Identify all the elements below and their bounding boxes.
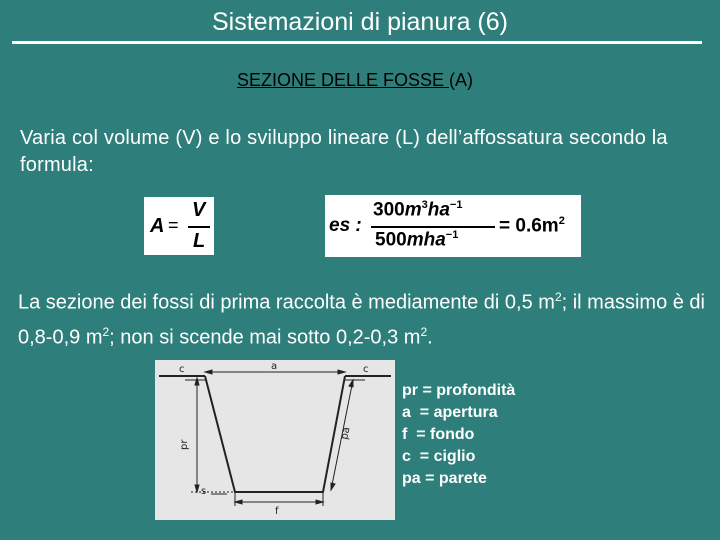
para2-text-4: . bbox=[427, 326, 433, 349]
den-coef: 500 bbox=[375, 229, 407, 251]
result-value: = 0.6m bbox=[499, 215, 559, 237]
formula-eq: = bbox=[168, 215, 179, 235]
para2-sup-2: 2 bbox=[102, 324, 110, 339]
label-s: s bbox=[201, 486, 207, 497]
formula-lhs: A bbox=[150, 215, 165, 237]
legend-item-f: f = fondo bbox=[402, 426, 475, 443]
formula-area bbox=[144, 197, 214, 255]
den-exp: −1 bbox=[445, 229, 459, 241]
num-exp-3: 3 bbox=[421, 199, 428, 211]
example-fraction-bar bbox=[371, 226, 495, 228]
ditch-section-svg bbox=[155, 360, 395, 520]
label-c-right: c bbox=[363, 364, 369, 375]
example-numerator bbox=[373, 199, 462, 221]
legend-item-a: a = apertura bbox=[402, 404, 498, 421]
label-f: f bbox=[275, 506, 279, 517]
subtitle-main: SEZIONE DELLE FOSSE bbox=[236, 70, 450, 90]
num-unit-m: m bbox=[404, 199, 422, 221]
num-exp-minus1: −1 bbox=[449, 199, 463, 211]
section-paragraph bbox=[18, 283, 718, 352]
diagram-legend bbox=[402, 380, 602, 490]
para1-text-3: ) dell’affossatura secondo la formula: bbox=[20, 127, 668, 176]
formula-example bbox=[325, 195, 581, 257]
subtitle-symbol: (A) bbox=[449, 70, 474, 90]
den-unit: mha bbox=[406, 229, 446, 251]
para1-text-2: ) e lo sviluppo lineare ( bbox=[195, 127, 402, 149]
result-exp: 2 bbox=[558, 215, 565, 227]
label-a: a bbox=[271, 361, 278, 372]
formula-numerator: V bbox=[192, 199, 206, 221]
para1-symbol-v: V bbox=[182, 127, 196, 149]
para2-sup-3: 2 bbox=[420, 324, 428, 339]
para2-text-2: ; il massimo è di 0,8-0,9 m bbox=[18, 291, 705, 349]
num-unit-ha: ha bbox=[427, 199, 450, 221]
slide-title: Sistemazioni di pianura (6) bbox=[212, 8, 508, 36]
formula-denominator: L bbox=[193, 230, 206, 252]
example-prefix: es : bbox=[329, 215, 362, 236]
para2-text-1: La sezione dei fossi di prima raccolta è mediamente di 0,5 m bbox=[18, 291, 555, 314]
legend-item-c: c = ciglio bbox=[402, 448, 476, 465]
section-subtitle bbox=[0, 70, 710, 91]
para2-sup-1: 2 bbox=[554, 290, 562, 304]
label-pr: pr bbox=[179, 439, 190, 450]
para1-symbol-l: L bbox=[401, 127, 414, 149]
intro-paragraph bbox=[20, 125, 710, 179]
title-underline bbox=[12, 41, 702, 44]
para1-text-1: Varia col volume ( bbox=[20, 127, 183, 149]
num-coef: 300 bbox=[373, 199, 405, 221]
legend-item-pr: pr = profondità bbox=[402, 382, 516, 399]
example-denominator bbox=[375, 229, 458, 251]
para2-text-3: ; non si scende mai sotto 0,2-0,3 m bbox=[109, 326, 421, 349]
label-c-left: c bbox=[179, 364, 185, 375]
fraction-bar bbox=[188, 226, 210, 228]
label-pa: pa bbox=[339, 426, 353, 441]
example-result bbox=[499, 215, 565, 237]
ditch-section-diagram bbox=[155, 360, 395, 520]
legend-item-pa: pa = parete bbox=[402, 470, 487, 487]
